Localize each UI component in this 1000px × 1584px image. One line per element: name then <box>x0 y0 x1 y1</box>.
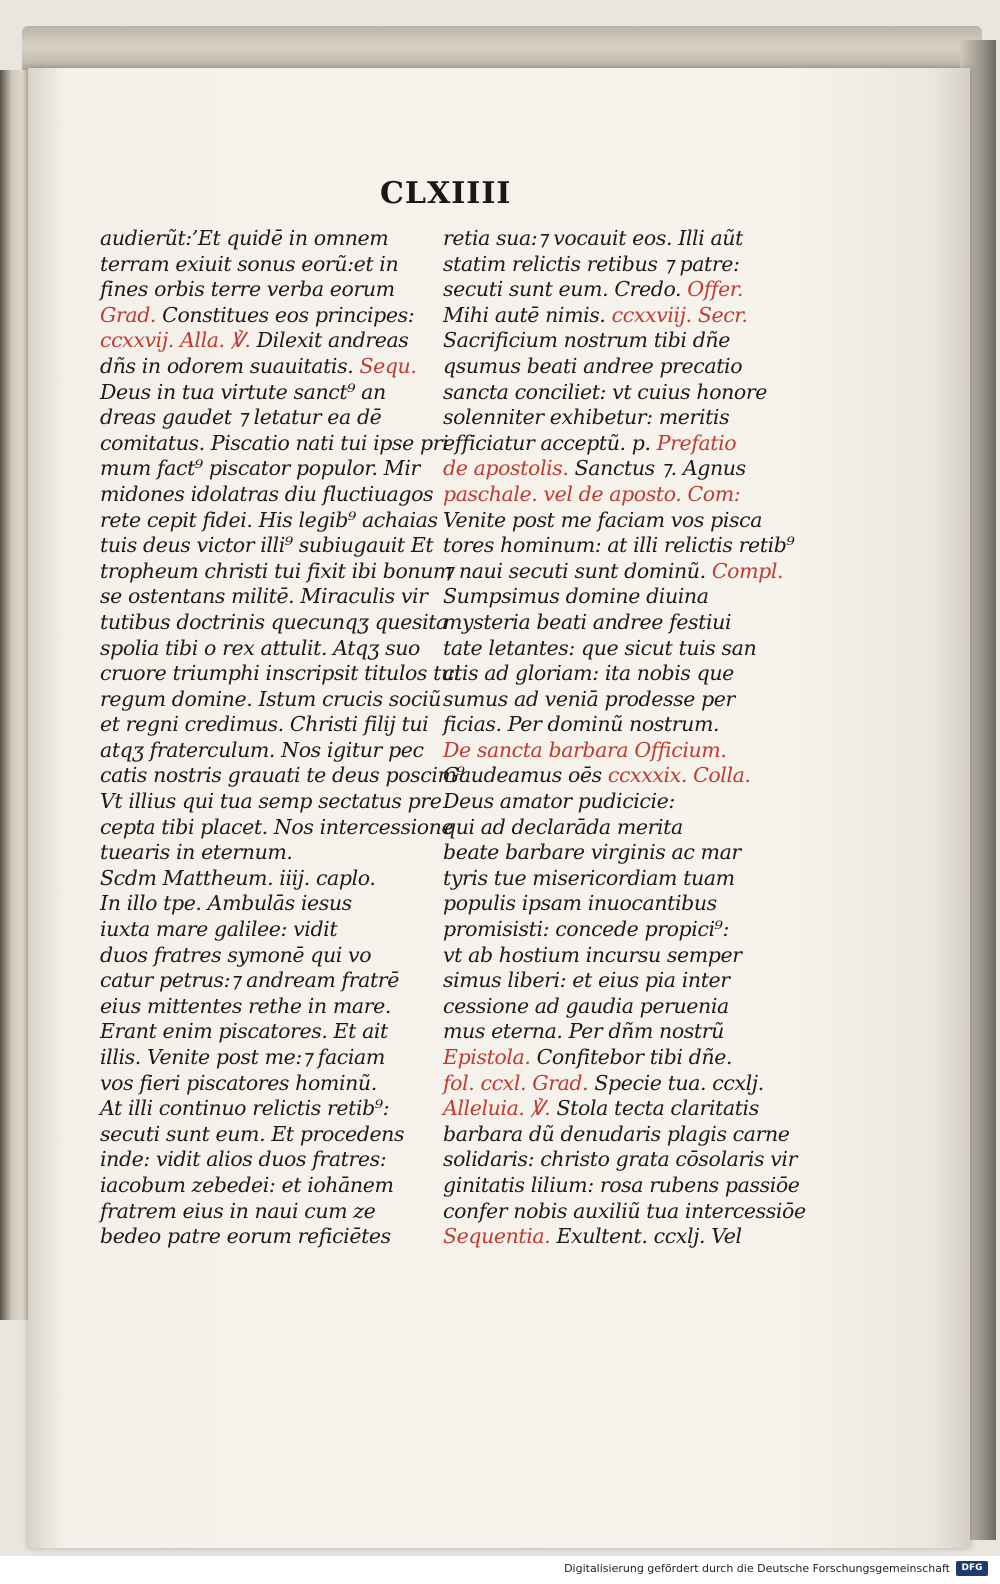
text-line: efficiatur acceptũ. p. Prefatio <box>443 430 737 455</box>
text-line: Grad. Constitues eos principes: <box>100 302 415 327</box>
text-line: mysteria beati andree festiui <box>443 609 732 634</box>
text-line: dñs in odorem suauitatis. Sequ. <box>100 353 417 378</box>
text-line: ficias. Per dominũ nostrum. <box>443 712 720 737</box>
folio-number: CLXIIII <box>380 176 512 211</box>
text-line: secuti sunt eum. Et procedens <box>100 1121 405 1146</box>
text-line: tuearis in eternum. <box>100 840 293 865</box>
text-line: Sumpsimus domine diuina <box>443 584 709 609</box>
text-line: Mihi autē nimis. ccxxviij. Secr. <box>443 302 748 327</box>
rubric-text: Alleluia. ℣. <box>443 1096 551 1121</box>
text-line: Scdm Mattheum. iiij. caplo. <box>100 865 376 890</box>
rubric-text: ccxxxix. Colla. <box>607 763 751 788</box>
text-line: tropheum christi tui fixit ibi bonum <box>100 558 453 583</box>
text-line: Gaudeamus oēs ccxxxix. Colla. <box>443 763 751 788</box>
text-line: comitatus. Piscatio nati tui ipse pri <box>100 430 449 455</box>
text-line: terram exiuit sonus eorũ:et in <box>100 251 399 276</box>
text-line: mum fact⁹ piscator populor. Mir <box>100 456 420 481</box>
text-line: statim relictis retibus ⁊ patre: <box>443 251 740 276</box>
text-line: secuti sunt eum. Credo. Offer. <box>443 277 744 302</box>
rubric-text: Compl. <box>711 558 784 583</box>
text-line: ⁊ naui secuti sunt dominũ. Compl. <box>443 558 784 583</box>
right-text-column <box>443 226 806 1250</box>
text-line: iacobum zebedei: et iohānem <box>100 1172 394 1197</box>
text-line: catis nostris grauati te deus poscim⁹ <box>100 763 465 788</box>
text-line <box>443 738 773 764</box>
text-line: barbara dũ denudaris plagis carne <box>443 1121 790 1146</box>
text-line: fines orbis terre verba eorum <box>100 277 395 302</box>
text-line: Sacrificium nostrum tibi dñe <box>443 328 730 353</box>
text-line: audierũt:’Et quidē in omnem <box>100 226 389 250</box>
text-line: se ostentans militē. Miraculis vir <box>100 584 428 609</box>
text-line: de apostolis. Sanctus ⁊. Agnus <box>443 456 746 481</box>
rubric-text: de apostolis. <box>443 456 569 481</box>
text-line: regum domine. Istum crucis sociũ <box>100 686 441 711</box>
text-line: cessione ad gaudia peruenia <box>443 993 729 1018</box>
dfg-logo: DFG <box>956 1561 988 1576</box>
text-line: atqʒ fraterculum. Nos igitur pec <box>100 737 424 762</box>
text-line: tate letantes: que sicut tuis san <box>443 635 757 660</box>
text-line: dreas gaudet ⁊ letatur ea dē <box>100 405 382 430</box>
text-line: spolia tibi o rex attulit. Atqʒ suo <box>100 635 420 660</box>
text-line: Venite post me faciam vos pisca <box>443 507 763 532</box>
text-line: et regni credimus. Christi filij tui <box>100 712 429 737</box>
rubric-text: ccxxvij. Alla. ℣. <box>100 328 251 353</box>
footer-credit: Digitalisierung gefördert durch die Deutsche Forschungsgemeinschaft <box>564 1562 950 1575</box>
text-line: ctis ad gloriam: ita nobis que <box>443 661 734 686</box>
text-line: solidaris: christo grata cōsolaris vir <box>443 1147 797 1172</box>
text-line: tuis deus victor illi⁹ subiugauit Et <box>100 533 434 558</box>
text-line: Erant enim piscatores. Et ait <box>100 1019 388 1044</box>
text-line: bedeo patre eorum reficiētes <box>100 1224 391 1249</box>
text-line: Alleluia. ℣. Stola tecta claritatis <box>443 1096 759 1121</box>
text-line: sumus ad veniā prodesse per <box>443 686 735 711</box>
text-line: vt ab hostium incursu semper <box>443 942 742 967</box>
text-line: confer nobis auxiliũ tua intercessiōe <box>443 1198 806 1223</box>
text-line: populis ipsam inuocantibus <box>443 891 717 916</box>
text-line: Deus amator pudicicie: <box>443 789 675 814</box>
text-line: retia sua:⁊ vocauit eos. Illi aũt <box>443 226 743 250</box>
text-line: fratrem eius in naui cum ze <box>100 1198 376 1223</box>
text-line <box>443 482 773 508</box>
rubric-text: fol. ccxl. Grad. <box>443 1070 589 1095</box>
rubric-text: Grad. <box>100 302 157 327</box>
text-line: eius mittentes rethe in mare. <box>100 993 391 1018</box>
rubric-text: ccxxviij. Secr. <box>611 302 748 327</box>
text-line: fol. ccxl. Grad. Specie tua. ccxlj. <box>443 1070 764 1095</box>
text-line: beate barbare virginis ac mar <box>443 840 741 865</box>
text-line: inde: vidit alios duos fratres: <box>100 1147 387 1172</box>
text-line: Deus in tua virtute sanct⁹ an <box>100 379 386 404</box>
text-line: tores hominum: at illi relictis retib⁹ <box>443 533 795 558</box>
text-line: cepta tibi placet. Nos intercessione <box>100 814 454 839</box>
text-line: cruore triumphi inscripsit titulos tui <box>100 661 460 686</box>
text-line: Epistola. Confitebor tibi dñe. <box>443 1045 733 1069</box>
text-line: In illo tpe. Ambulās iesus <box>100 891 352 916</box>
text-line: qsumus beati andree precatio <box>443 353 743 378</box>
text-line: vos fieri piscatores hominũ. <box>100 1070 377 1095</box>
text-line: solenniter exhibetur: meritis <box>443 405 730 430</box>
text-line: rete cepit fidei. His legib⁹ achaias <box>100 507 438 532</box>
rubric-text: Prefatio <box>656 430 737 455</box>
rubric-text: Sequ. <box>359 353 417 378</box>
text-line: promisisti: concede propici⁹: <box>443 917 729 942</box>
text-line: Sequentia. Exultent. ccxlj. Vel <box>443 1224 742 1249</box>
rubric-text: Offer. <box>687 277 744 302</box>
rubric-text: Sequentia. <box>443 1224 551 1249</box>
digitization-footer <box>0 1556 1000 1584</box>
text-line: catur petrus:⁊ andream fratrē <box>100 968 399 993</box>
facing-page-edge <box>0 70 30 1320</box>
text-line: Vt illius qui tua semp sectatus pre <box>100 789 442 814</box>
text-line: midones idolatras diu fluctiuagos <box>100 481 434 506</box>
text-line: tyris tue misericordiam tuam <box>443 865 735 890</box>
text-line: duos fratres symonē qui vo <box>100 942 372 967</box>
text-line: At illi continuo relictis retib⁹: <box>100 1096 390 1121</box>
text-line: sancta conciliet: vt cuius honore <box>443 379 768 404</box>
text-line: simus liberi: et eius pia inter <box>443 968 730 993</box>
rubric-text: Epistola. <box>443 1045 531 1069</box>
text-line: ccxxvij. Alla. ℣. Dilexit andreas <box>100 328 409 353</box>
text-line: mus eterna. Per dñm nostrũ <box>443 1019 724 1044</box>
text-line: iuxta mare galilee: vidit <box>100 917 338 942</box>
text-line: tutibus doctrinis quecunqʒ quesita <box>100 609 448 634</box>
text-line: illis. Venite post me:⁊ faciam <box>100 1045 385 1069</box>
text-line: qui ad declarāda merita <box>443 814 683 839</box>
left-text-column <box>100 226 465 1250</box>
rubric-text: De sancta barbara Officium. <box>443 737 727 762</box>
text-line: ginitatis lilium: rosa rubens passiōe <box>443 1172 800 1197</box>
rubric-text: paschale. vel de aposto. Com: <box>443 481 741 506</box>
